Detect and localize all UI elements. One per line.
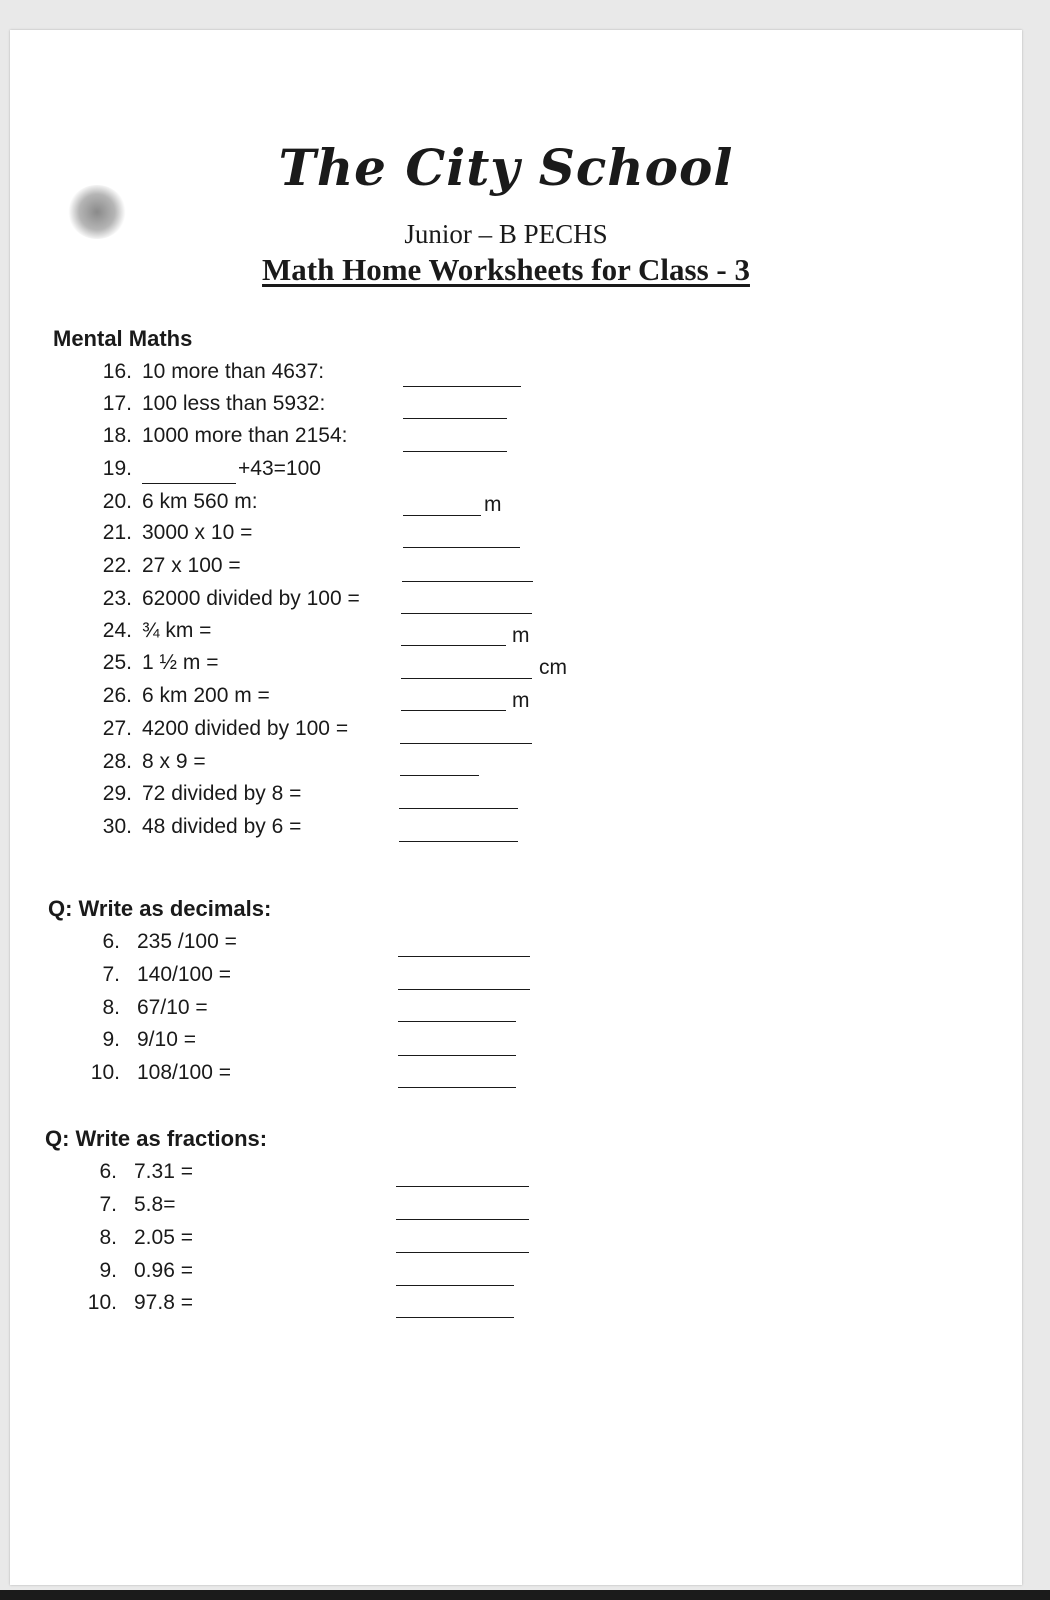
question-number: 26. [102, 684, 132, 707]
question-number: 27. [102, 717, 132, 740]
fraction-answer-line-8[interactable] [396, 1252, 529, 1253]
answer-line-24[interactable] [401, 645, 506, 646]
question-23-text: 62000 divided by 100 = [142, 587, 360, 610]
question-number: 30. [102, 815, 132, 838]
decimal-question-9 [80, 1025, 120, 1055]
decimal-answer-line-8[interactable] [398, 1021, 516, 1022]
question-number: 7. [102, 963, 120, 986]
question-24-text: ¾ km = [142, 619, 212, 642]
question-number: 21. [102, 521, 132, 544]
worksheet-title-text: Math Home Worksheets for Class - 3 [262, 252, 750, 287]
question-number: 22. [102, 554, 132, 577]
question-number: 8. [99, 1226, 117, 1249]
question-30-text: 48 divided by 6 = [142, 815, 302, 838]
question-16 [92, 357, 132, 387]
question-22-text: 27 x 100 = [142, 554, 241, 577]
inline-answer-line-19[interactable] [142, 461, 236, 484]
fraction-answer-line-10[interactable] [396, 1317, 514, 1318]
decimal-answer-line-6[interactable] [398, 956, 530, 957]
question-number: 20. [102, 490, 132, 513]
decimal-question-8 [80, 993, 120, 1023]
question-17 [92, 389, 132, 419]
question-21-text: 3000 x 10 = [142, 521, 253, 544]
fraction-question-10-text: 97.8 = [134, 1291, 193, 1314]
question-24 [92, 616, 132, 646]
worksheet-title [0, 252, 1012, 288]
decimal-question-6-text: 235 /100 = [137, 930, 237, 953]
unit-label-26: m [512, 689, 530, 712]
question-25-text: 1 ½ m = [142, 651, 219, 674]
fraction-question-7-text: 5.8= [134, 1193, 176, 1216]
decimal-answer-line-7[interactable] [398, 989, 530, 990]
question-number: 16. [102, 360, 132, 383]
question-number: 19. [102, 457, 132, 480]
answer-line-26[interactable] [401, 710, 506, 711]
decimal-question-7 [80, 960, 120, 990]
decimal-answer-line-10[interactable] [398, 1087, 516, 1088]
question-20-text: 6 km 560 m: [142, 490, 258, 513]
fraction-answer-line-6[interactable] [396, 1186, 529, 1187]
question-number: 17. [102, 392, 132, 415]
question-29 [92, 779, 132, 809]
decimal-question-6 [80, 927, 120, 957]
question-19 [92, 454, 132, 484]
question-number: 18. [102, 424, 132, 447]
question-19-expression: +43=100 [238, 457, 321, 480]
fraction-question-7 [77, 1190, 117, 1220]
question-18-text: 1000 more than 2154: [142, 424, 348, 447]
question-number: 25. [102, 651, 132, 674]
answer-line-20[interactable] [403, 515, 481, 516]
question-number: 28. [102, 750, 132, 773]
branch-name: Junior – B PECHS [404, 219, 608, 249]
fraction-answer-line-7[interactable] [396, 1219, 529, 1220]
answer-line-17[interactable] [403, 418, 507, 419]
question-number: 10. [90, 1061, 120, 1084]
fraction-question-6 [77, 1157, 117, 1187]
section-title-fractions: Q: Write as fractions: [45, 1126, 268, 1151]
question-number: 24. [102, 619, 132, 642]
question-17-text: 100 less than 5932: [142, 392, 326, 415]
section-title-decimals: Q: Write as decimals: [48, 896, 272, 921]
question-16-text: 10 more than 4637: [142, 360, 325, 383]
school-name: The City School [278, 138, 734, 197]
answer-line-29[interactable] [399, 808, 518, 809]
answer-line-22[interactable] [402, 581, 533, 582]
question-18 [92, 421, 132, 451]
answer-line-28[interactable] [400, 775, 479, 776]
question-26 [92, 681, 132, 711]
question-number: 6. [102, 930, 120, 953]
answer-line-30[interactable] [399, 841, 518, 842]
question-number: 7. [99, 1193, 117, 1216]
question-22 [92, 551, 132, 581]
question-number: 10. [87, 1291, 117, 1314]
fraction-question-10 [77, 1288, 117, 1318]
question-26-text: 6 km 200 m = [142, 684, 270, 707]
fraction-question-9 [77, 1256, 117, 1286]
question-25 [92, 648, 132, 678]
answer-line-18[interactable] [403, 451, 507, 452]
answer-line-16[interactable] [403, 386, 521, 387]
question-27 [92, 714, 132, 744]
question-27-text: 4200 divided by 100 = [142, 717, 349, 740]
question-29-text: 72 divided by 8 = [142, 782, 302, 805]
decimal-question-10 [80, 1058, 120, 1088]
question-number: 23. [102, 587, 132, 610]
fraction-question-9-text: 0.96 = [134, 1259, 193, 1282]
answer-line-23[interactable] [401, 613, 532, 614]
fraction-question-8-text: 2.05 = [134, 1226, 193, 1249]
question-28 [92, 747, 132, 777]
unit-label-25: cm [539, 656, 567, 679]
fraction-question-6-text: 7.31 = [134, 1160, 193, 1183]
question-28-text: 8 x 9 = [142, 750, 206, 773]
scan-bottom-edge [0, 1590, 1050, 1600]
decimal-answer-line-9[interactable] [398, 1055, 516, 1056]
question-30 [92, 812, 132, 842]
question-number: 29. [102, 782, 132, 805]
question-23 [92, 584, 132, 614]
answer-line-21[interactable] [403, 547, 520, 548]
unit-label-20: m [484, 493, 502, 516]
section-title-mental-maths: Mental Maths [53, 326, 193, 351]
answer-line-27[interactable] [400, 743, 532, 744]
question-19-text [142, 454, 321, 484]
question-21 [92, 518, 132, 548]
decimal-question-8-text: 67/10 = [137, 996, 208, 1019]
fraction-answer-line-9[interactable] [396, 1285, 514, 1286]
unit-label-24: m [512, 624, 530, 647]
answer-line-25[interactable] [401, 678, 532, 679]
decimal-question-10-text: 108/100 = [137, 1061, 232, 1084]
question-20 [92, 487, 132, 517]
decimal-question-7-text: 140/100 = [137, 963, 232, 986]
decimal-question-9-text: 9/10 = [137, 1028, 196, 1051]
question-number: 8. [102, 996, 120, 1019]
question-number: 6. [99, 1160, 117, 1183]
question-number: 9. [102, 1028, 120, 1051]
fraction-question-8 [77, 1223, 117, 1253]
question-number: 9. [99, 1259, 117, 1282]
